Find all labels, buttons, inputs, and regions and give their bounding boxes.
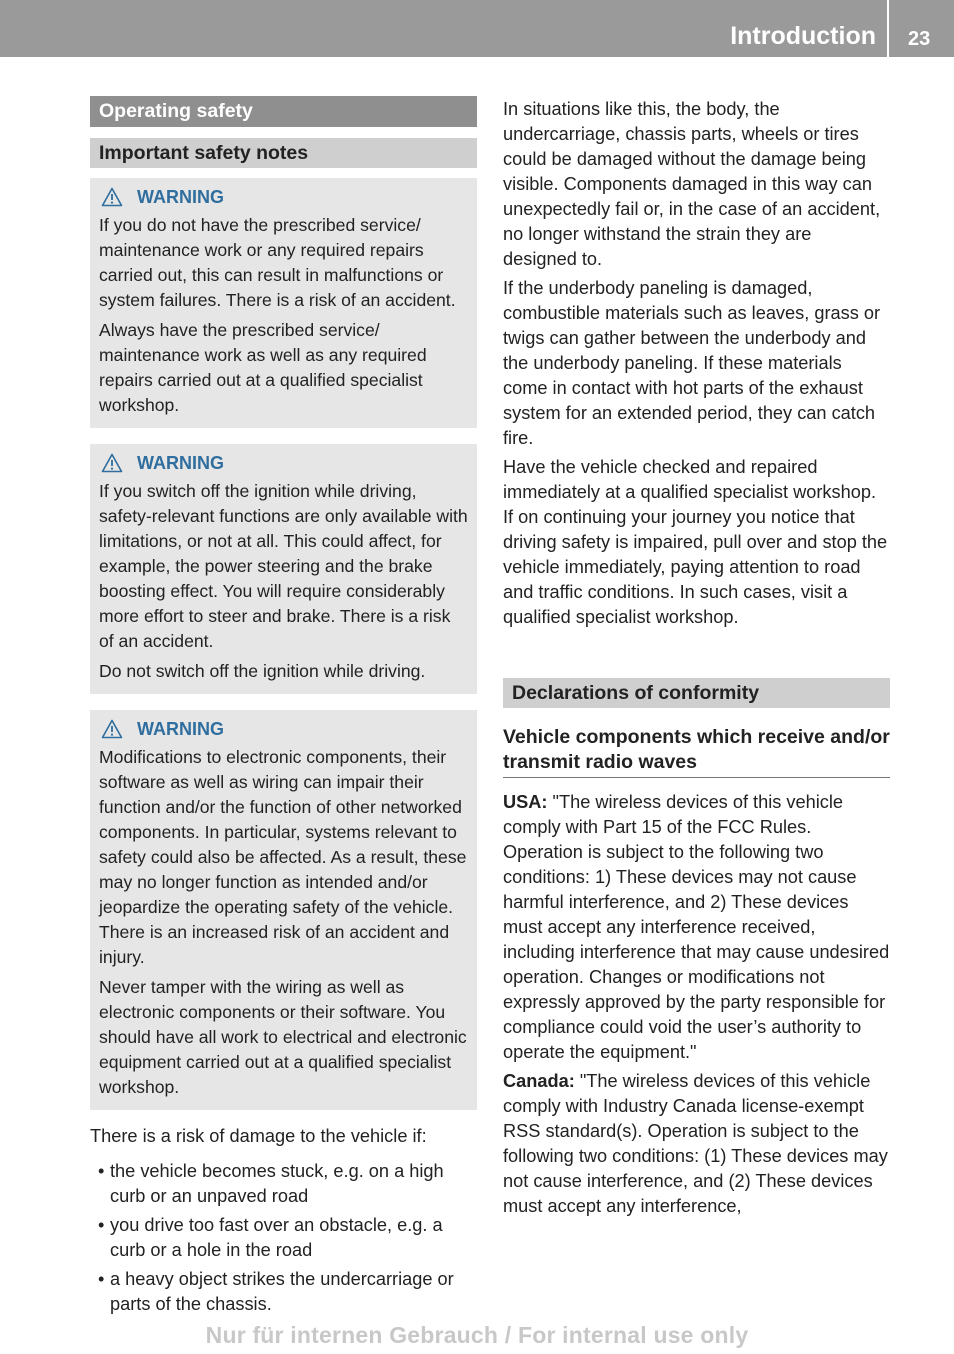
section-heading: Declarations of conformity [503,678,890,708]
warning-text: Modifications to electronic components, their software as well as wiring can impair their function and/or the function of other networked components. In particular, systems relevant to safety could also be affected. As a result, these may no longer function as intended and/or jeopardize the operating safety of the vehicle. There is an increased risk of an accident and injury. [99,747,467,967]
warning-text: Always have the prescribed service/ maintenance work as well as any required repairs carried out at a qualified specialist workshop. [99,320,427,415]
warning-box [90,444,477,694]
canada-declaration [503,1069,890,1219]
page-number: 23 [908,28,931,50]
warning-triangle-icon [101,187,123,207]
usa-declaration [503,790,890,1065]
watermark: Nur für internen Gebrauch / For internal use only [205,1322,749,1348]
warning-label: WARNING [137,452,224,473]
right-column [503,97,890,1219]
warning-label: WARNING [137,718,224,739]
risk-list [90,1159,477,1317]
subsection-heading: Important safety notes [90,138,477,168]
warning-triangle-icon [101,453,123,473]
warning-triangle-icon [101,719,123,739]
canada-label: Canada: [503,1071,575,1091]
section-title: Introduction [730,22,876,50]
body-paragraph: In situations like this, the body, the undercarriage, chassis parts, wheels or tires could be damaged without the damage being visible. Components damaged in this way can unexpectedly fail or, in the case of an accident, no longer withstand the strain they are designed to. [503,99,881,269]
list-item: • you drive too fast over an obstacle, e.g. a curb or a hole in the road [90,1213,477,1263]
warning-label: WARNING [137,186,224,207]
warning-text: If you do not have the prescribed service/ maintenance work or any required repairs carried out, this can result in malfunctions or system failures. There is a risk of an accident. [99,215,456,310]
canada-text: "The wireless devices of this vehicle comply with Industry Canada license-exempt RSS standard(s). Operation is subject to the following two conditions: (1) These devices may not cause interference, and (2) These devices must accept any interference, [503,1071,888,1216]
list-item: • the vehicle becomes stuck, e.g. on a high curb or an unpaved road [90,1159,477,1209]
left-column [90,96,477,1321]
header-bar [0,0,954,57]
list-item: • a heavy object strikes the undercarriage or parts of the chassis. [90,1267,477,1317]
body-paragraph: If the underbody paneling is damaged, combustible materials such as leaves, grass or twigs can gather between the underbody and the underbody paneling. If these materials come in contact with hot parts of the exhaust system for an extended period, they can catch fire. [503,278,881,448]
body-paragraph: Have the vehicle checked and repaired immediately at a qualified specialist workshop. If on continuing your journey you notice that driving safety is impaired, pull over and stop the vehicle immediately, paying attention to road and traffic conditions. In such cases, visit a qualified specialist workshop. [503,457,888,627]
section-heading: Operating safety [90,96,477,127]
warning-box [90,710,477,1110]
warning-text: Never tamper with the wiring as well as electronic components or their software. You should have all work to electrical and electronic equipment carried out at a qualified specialist workshop. [99,977,467,1097]
warning-box [90,178,477,428]
warning-text: If you switch off the ignition while driving, safety-relevant functions are only available with limitations, or not at all. This could affect, for example, the power steering and the brake boosting effect. You will require considerably more effort to steer and brake. There is a risk of an accident. [99,481,468,651]
warning-header [99,451,468,475]
usa-label: USA: [503,792,548,812]
warning-header [99,185,468,209]
usa-text: "The wireless devices of this vehicle comply with Part 15 of the FCC Rules. Operation is subject to the following two conditions: 1) These devices may not cause harmful interference, and 2) These devices must accept any interference received, including interference that may cause undesired operation. Changes or modifications not expressly approved by the party responsible for compliance could void the user’s authority to operate the equipment." [503,792,890,1062]
header-divider [887,0,889,57]
warning-header [99,717,468,741]
warning-text: Do not switch off the ignition while driving. [99,661,426,681]
subsection-heading: Vehicle components which receive and/or transmit radio waves [503,725,890,778]
risk-intro: There is a risk of damage to the vehicle if: [90,1126,427,1146]
